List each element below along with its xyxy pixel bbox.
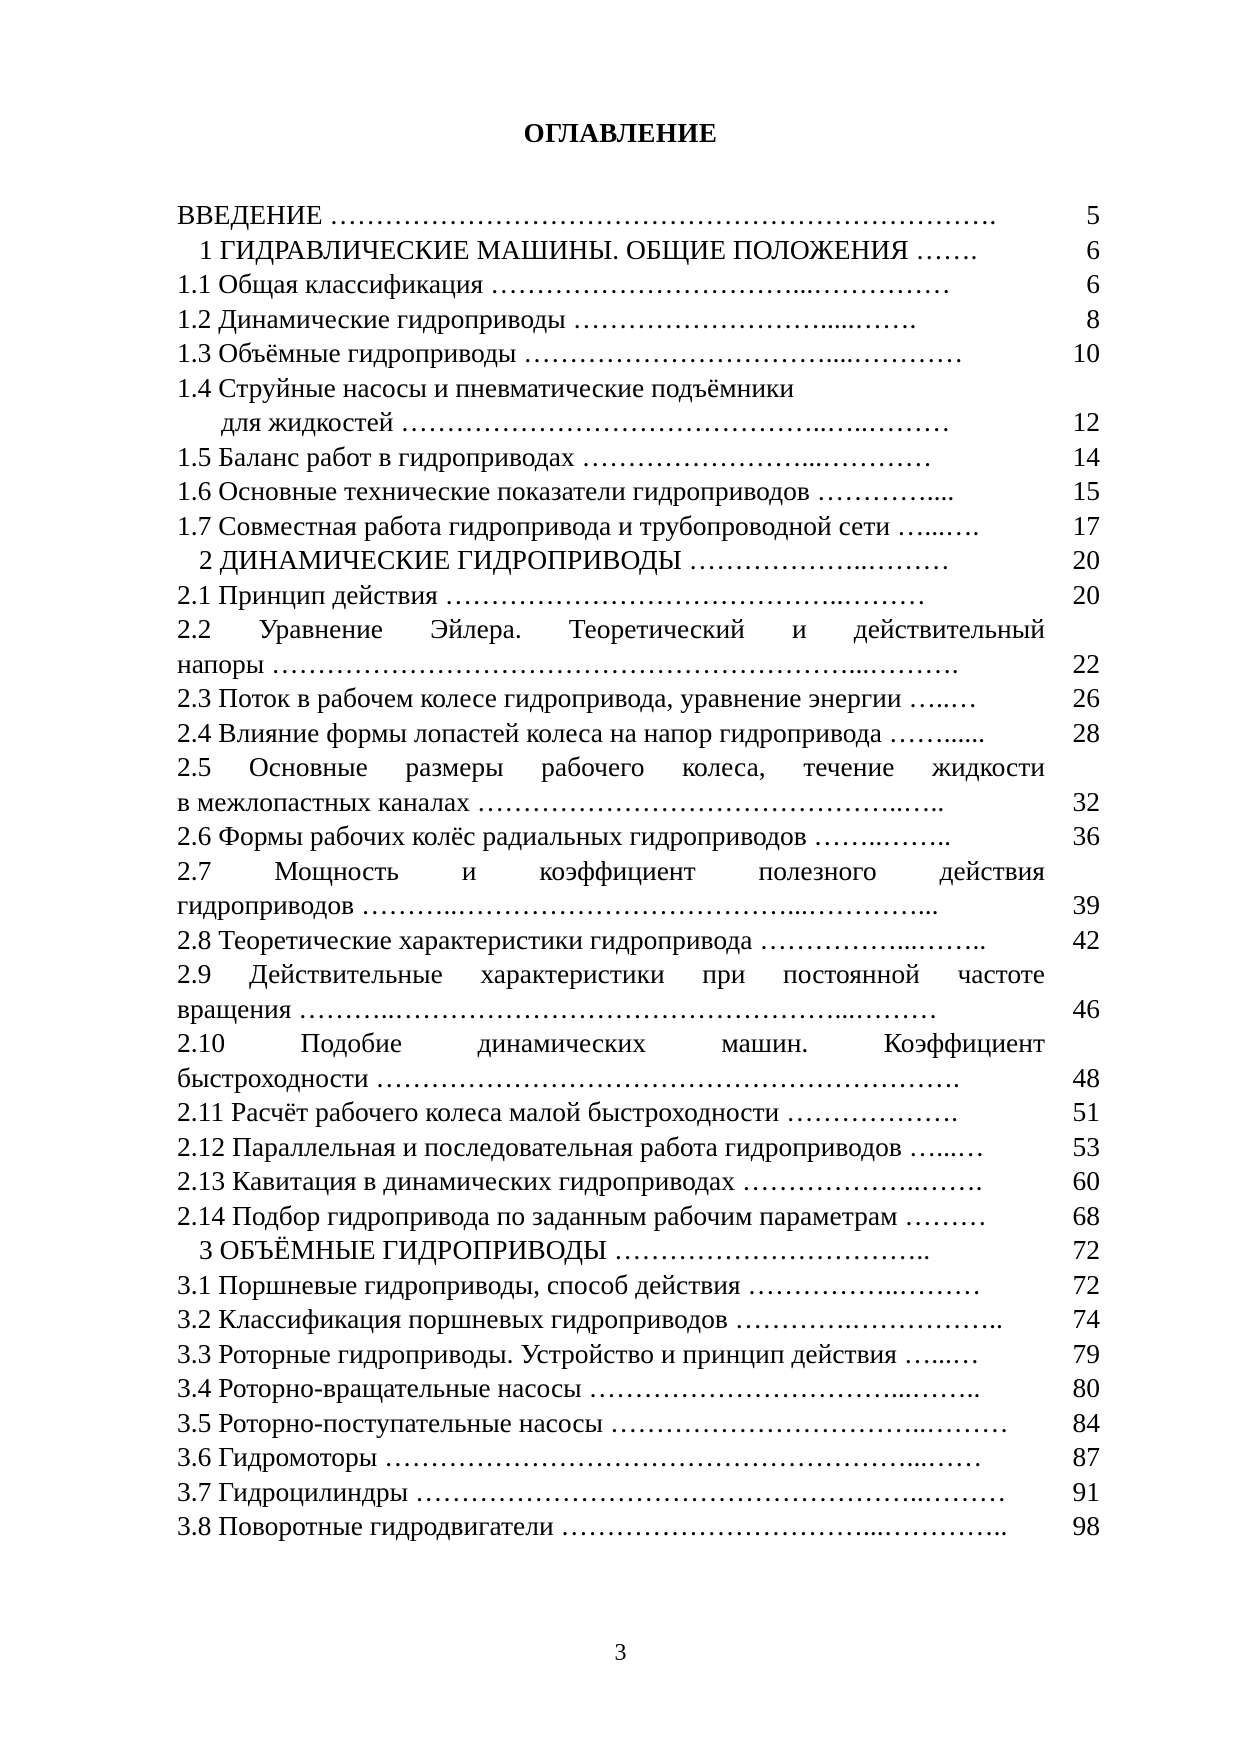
toc-entry-text: 1.1 Общая классификация ……………………………...…………… xyxy=(177,268,951,299)
toc-word: колеса, xyxy=(682,751,766,782)
toc-entry-text: 2.8 Теоретические характеристики гидропривода ……………...…….. xyxy=(177,923,987,955)
toc-entry-words xyxy=(177,1026,1045,1061)
toc-entry-page: 22 xyxy=(1072,647,1100,679)
toc-entry-page: 39 xyxy=(1072,889,1100,920)
toc-entry-text: напоры ………………………………………………………...………. xyxy=(177,647,959,679)
toc-word: 2.2 xyxy=(177,613,212,644)
toc-entry-page: 15 xyxy=(1072,475,1100,506)
toc-entry-text: 2.14 Подбор гидропривода по заданным рабочим параметрам ……… xyxy=(177,1199,987,1231)
toc-entry-text: 2.4 Влияние формы лопастей колеса на напор гидропривода ……...... xyxy=(177,716,986,748)
toc-entry-page: 68 xyxy=(1072,1199,1100,1231)
toc-word: рабочего xyxy=(541,751,645,782)
toc-heading: ОГЛАВЛЕНИЕ xyxy=(523,118,718,148)
toc-word: динамических xyxy=(477,1027,646,1058)
toc-entry-page: 20 xyxy=(1072,578,1100,610)
toc-entry xyxy=(177,198,1100,233)
toc-word: действительный xyxy=(853,613,1045,644)
toc-entry-text: 3.1 Поршневые гидроприводы, способ действия ……………..……… xyxy=(177,1268,982,1300)
toc-entry-text: быстроходности ………………………………………………………. xyxy=(177,1061,960,1093)
toc-entry xyxy=(177,302,1100,337)
toc-entry xyxy=(177,1164,1100,1199)
toc-word: при xyxy=(702,958,746,989)
toc-entry-text: для жидкостей ………………………………………..…..……… xyxy=(221,406,951,437)
toc-entry-page: 91 xyxy=(1072,1475,1100,1507)
toc-word: частоте xyxy=(957,958,1045,989)
toc-entry-text: 2.6 Формы рабочих колёс радиальных гидроприводов ……..…….. xyxy=(177,820,952,851)
toc-word: течение xyxy=(803,751,895,782)
toc-entry-page: 10 xyxy=(1072,337,1100,368)
toc-entry-page: 53 xyxy=(1072,1130,1100,1162)
toc-entry-text: 3.6 Гидромоторы …………………………………………………...…… xyxy=(177,1441,983,1472)
toc-word: характеристики xyxy=(480,958,665,989)
toc-entry-justified xyxy=(177,750,1100,785)
toc-entry xyxy=(177,1509,1100,1544)
toc-entry-text: 1.6 Основные технические показатели гидроприводов ………….... xyxy=(177,475,955,506)
toc-entry-text: 2.13 Кавитация в динамических гидроприводах ………………..……. xyxy=(177,1165,983,1196)
toc-word: 2.7 xyxy=(177,854,212,886)
toc-word: Основные xyxy=(248,751,368,782)
toc-entry xyxy=(177,1302,1100,1337)
toc-entry-page: 84 xyxy=(1072,1406,1100,1438)
toc-entry-page: 72 xyxy=(1072,1268,1100,1300)
toc-entry-continuation xyxy=(177,785,1100,820)
toc-entry-words xyxy=(177,854,1045,889)
toc-entry-page: 32 xyxy=(1072,785,1100,817)
toc-entry-justified xyxy=(177,854,1100,889)
toc-entry-page: 28 xyxy=(1072,716,1100,748)
toc-entry xyxy=(177,1130,1100,1165)
toc-entry-page: 6 xyxy=(1086,233,1100,265)
toc-entry-text: 3.7 Гидроцилиндры ………………………………………………..……… xyxy=(177,1475,1007,1507)
toc-chapter xyxy=(177,233,1100,268)
toc-chapter xyxy=(177,1233,1100,1268)
toc-entry-words xyxy=(177,750,1045,785)
toc-word: жидкости xyxy=(931,751,1045,782)
toc-entry-page: 12 xyxy=(1072,406,1100,437)
toc-word: Эйлера. xyxy=(430,613,522,644)
toc-entry-text: 2.11 Расчёт рабочего колеса малой быстроходности ………………. xyxy=(177,1096,958,1127)
toc-entry-text: ВВЕДЕНИЕ ………………………………………………………………. xyxy=(177,199,997,230)
toc-entry-text: 1 ГИДРАВЛИЧЕСКИЕ МАШИНЫ. ОБЩИЕ ПОЛОЖЕНИЯ ……. xyxy=(199,233,978,265)
toc-entry xyxy=(177,371,1100,406)
toc-entry xyxy=(177,267,1100,302)
toc-entry xyxy=(177,1475,1100,1510)
toc-word: 2.9 xyxy=(177,958,212,989)
toc-entry-justified xyxy=(177,1026,1100,1061)
toc-entry-page: 79 xyxy=(1072,1337,1100,1369)
toc-word: Действительные xyxy=(248,958,443,989)
toc-entry-page: 60 xyxy=(1072,1165,1100,1196)
toc-entry-text: 3.5 Роторно-поступательные насосы ……………………………..……… xyxy=(177,1406,1009,1438)
toc-entry-text: 3.8 Поворотные гидродвигатели ……………………………...………….. xyxy=(177,1510,1008,1541)
toc-entry-text: 2.1 Принцип действия ……………………………………..……… xyxy=(177,578,926,610)
toc-entry-page: 42 xyxy=(1072,923,1100,955)
page-number: 3 xyxy=(614,1640,627,1666)
toc-entry-text: 3.3 Роторные гидроприводы. Устройство и принцип действия …...… xyxy=(177,1337,980,1369)
toc-word: машин. xyxy=(721,1027,809,1058)
toc-entry-page: 26 xyxy=(1072,682,1100,713)
toc-entry-page: 46 xyxy=(1072,992,1100,1024)
toc-entry-text: 3.2 Классификация поршневых гидроприводов ………….…………….. xyxy=(177,1303,1003,1334)
toc-entry-page: 14 xyxy=(1072,440,1100,472)
toc-entry-page: 72 xyxy=(1072,1234,1100,1265)
toc-entry-continuation xyxy=(177,992,1100,1027)
toc-entry xyxy=(177,1095,1100,1130)
toc-entry xyxy=(177,1406,1100,1441)
toc-word: полезного xyxy=(758,854,877,886)
toc-entry-page: 5 xyxy=(1086,199,1100,230)
toc-word: коэффициент xyxy=(539,854,696,886)
toc-word: Коэффициент xyxy=(883,1027,1045,1058)
toc-entry-page: 51 xyxy=(1072,1096,1100,1127)
toc-entry xyxy=(177,336,1100,371)
toc-entry-text: 2 ДИНАМИЧЕСКИЕ ГИДРОПРИВОДЫ ………………..……… xyxy=(199,544,950,575)
toc-entry xyxy=(177,509,1100,544)
toc-entry xyxy=(177,474,1100,509)
toc-entry-text: вращения ………..…………………………………………...……… xyxy=(177,992,938,1024)
toc-word: 2.10 xyxy=(177,1027,226,1058)
toc-entry xyxy=(177,1440,1100,1475)
toc-entry-continuation xyxy=(177,405,1100,440)
toc-entry-justified xyxy=(177,957,1100,992)
toc-entry-page: 20 xyxy=(1072,544,1100,575)
toc-word: и xyxy=(461,854,477,886)
toc-entry-text: 2.12 Параллельная и последовательная работа гидроприводов …...… xyxy=(177,1130,985,1162)
toc-entry-justified xyxy=(177,612,1100,647)
toc-entry-text: 3.4 Роторно-вращательные насосы ……………………………...…….. xyxy=(177,1372,981,1403)
toc-entry-continuation xyxy=(177,647,1100,682)
toc-entry xyxy=(177,1337,1100,1372)
toc-entry-text: 2.3 Поток в рабочем колесе гидропривода, уравнение энергии …..… xyxy=(177,682,978,713)
toc-word: Уравнение xyxy=(258,613,383,644)
toc-entry-words xyxy=(177,612,1045,647)
toc-entry-page: 98 xyxy=(1072,1510,1100,1541)
toc-entry xyxy=(177,440,1100,475)
toc-entry-page: 6 xyxy=(1086,268,1100,299)
toc-entry xyxy=(177,819,1100,854)
toc-entry-text: 1.4 Струйные насосы и пневматические подъёмники xyxy=(177,371,795,403)
toc-entry xyxy=(177,578,1100,613)
toc-entry-text: в межлопастных каналах ………………………………………..….. xyxy=(177,785,945,817)
toc-entry-page: 87 xyxy=(1072,1441,1100,1472)
toc-entry-text: 1.2 Динамические гидроприводы ……………………….....……. xyxy=(177,302,917,334)
toc-entry-page: 36 xyxy=(1072,820,1100,851)
toc-entry-text: 3 ОБЪЁМНЫЕ ГИДРОПРИВОДЫ …………………………….. xyxy=(199,1234,931,1265)
toc-entry-words xyxy=(177,957,1045,992)
toc-entry-page: 48 xyxy=(1072,1061,1100,1093)
toc-entry xyxy=(177,923,1100,958)
table-of-contents xyxy=(177,198,1100,1544)
toc-entry-page: 8 xyxy=(1086,302,1100,334)
toc-word: и xyxy=(791,613,807,644)
toc-entry-page: 74 xyxy=(1072,1303,1100,1334)
toc-entry-text: гидроприводов ………..………………………………...…………... xyxy=(177,889,939,920)
toc-entry xyxy=(177,1199,1100,1234)
toc-word: Подобие xyxy=(300,1027,403,1058)
toc-entry xyxy=(177,716,1100,751)
toc-entry xyxy=(177,681,1100,716)
toc-entry-continuation xyxy=(177,888,1100,923)
toc-entry-page: 17 xyxy=(1072,509,1100,541)
toc-entry-page: 80 xyxy=(1072,1372,1100,1403)
toc-word: 2.5 xyxy=(177,751,212,782)
toc-chapter xyxy=(177,543,1100,578)
toc-entry-continuation xyxy=(177,1061,1100,1096)
toc-entry xyxy=(177,1371,1100,1406)
toc-word: размеры xyxy=(405,751,504,782)
toc-word: Мощность xyxy=(274,854,399,886)
toc-entry-text: 1.5 Баланс работ в гидроприводах ……………………...………… xyxy=(177,440,933,472)
toc-entry-text: 1.3 Объёмные гидроприводы ……………………………....………… xyxy=(177,337,964,368)
toc-word: действия xyxy=(939,854,1045,886)
toc-word: Теоретический xyxy=(568,613,745,644)
toc-entry-text: 1.7 Совместная работа гидропривода и трубопроводной сети …...…. xyxy=(177,509,980,541)
toc-word: постоянной xyxy=(783,958,920,989)
toc-entry xyxy=(177,1268,1100,1303)
